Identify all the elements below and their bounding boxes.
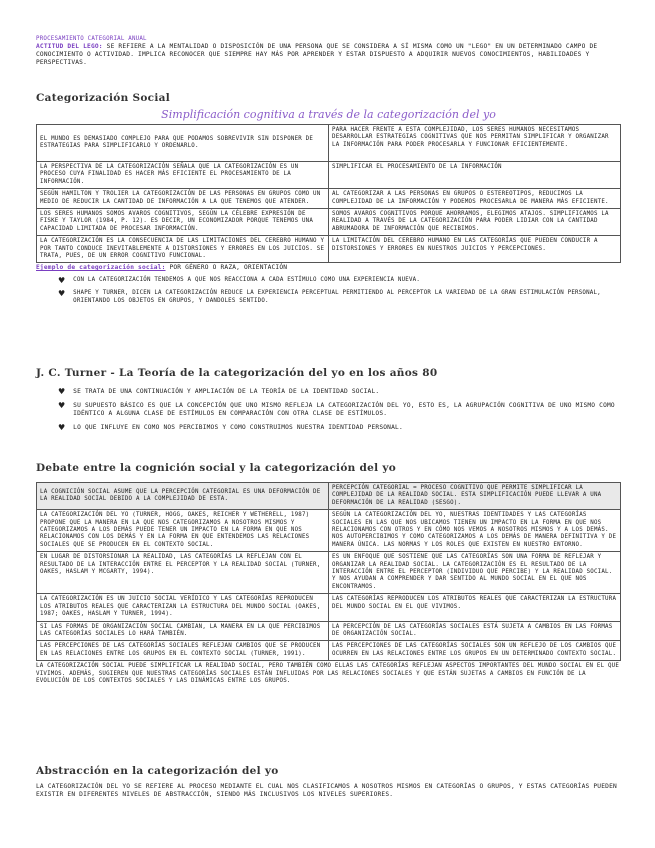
list-item [58, 290, 621, 305]
table-cell: EL MUNDO ES DEMASIADO COMPLEJO PARA QUE PODAMOS SOBREVIVIR SIN DISPONER DE ESTRATEGIAS PARA SIMPLIFICARLO Y ORDENARLO. [37, 125, 329, 162]
table-row [37, 162, 621, 189]
list-item-text: SHAPE Y TURNER, DICEN LA CATEGORIZACIÓN REDUCE LA EXPERIENCIA PERCEPTUAL PERMITIENDO AL PERCEPTOR LA VARIEDAD DE LA GRAN ESTIMULACIÓN PERSONAL, ORIENTANDO LOS OBJETOS EN GRUPOS, Y DANDOLES SENTIDO. [73, 290, 601, 304]
table-row [37, 641, 621, 661]
section-subtitle: Simplificación cognitiva a través de la categorización del yo [161, 108, 496, 121]
section-turner [36, 367, 621, 432]
list-item-text: SU SUPUESTO BÁSICO ES QUE LA CONCEPCIÓN QUE UNO MISMO REFLEJA LA CATEGORIZACIÓN DEL YO, ESTO ES, LA AGRUPACIÓN COGNITIVA DE UNO MISMO COMO IDÉNTICO A ALGUNA CLASE DE ESTÍMULOS EN COMPARACIÓN CON OTRA CLASE DE ESTÍMULOS. [73, 402, 615, 417]
heart-icon: ♥ [58, 387, 66, 396]
table-row [37, 483, 621, 510]
section-title: Categorización Social [36, 92, 171, 104]
list-item-text: CON LA CATEGORIZACIÓN TENDEMOS A QUE NOS REACCIONA A CADA ESTÍMULO COMO UNA EXPERIENCIA NUEVA. [73, 277, 421, 284]
list-item [58, 402, 621, 418]
table-cell: SEGÚN LA CATEGORIZACIÓN DEL YO, NUESTRAS IDENTIDADES Y LAS CATEGORÍAS SOCIALES EN LAS QUE NOS UBICAMOS TIENEN UN IMPACTO EN LA FORMA EN QUE NOS RELACIONAMOS CON OTROS Y EN CÓMO NOS VEMOS A NOSOTROS MISMOS Y A LOS DEMÁS. NOS AUTOPERCIBIMOS Y COMO CATEGORIZAMOS A LOS DEMÁS DE MANERA DEFINITIVA Y DE MANERA ÚNICA. LAS NORMAS Y LOS ROLES QUE EXISTEN EN NUESTRO ENTORNO. [329, 510, 621, 552]
example-label: Ejemplo de categorización social: [36, 264, 166, 272]
table-cell: PERCEPCIÓN CATEGORIAL = PROCESO COGNITIVO QUE PERMITE SIMPLIFICAR LA COMPLEJIDAD DE LA REALIDAD SOCIAL. ESTA SIMPLIFICACIÓN PUEDE LLEVAR A UNA DEFORMACIÓN DE LA REALIDAD (SESGO). [329, 483, 621, 510]
heart-icon: ♥ [58, 401, 66, 410]
table-cell: LA CATEGORIZACIÓN DEL YO (TURNER, HOGG, OAKES, REICHER Y WETHERELL, 1987) PROPONE QUE LA MANERA EN LA QUE NOS CATEGORIZAMOS A NOSOTROS MISMOS Y CATEGORIZAMOS A LOS DEMÁS PUEDE TENER UN IMPACTO EN LA FORMA EN QUE NOS RELACIONAMOS CON LOS DEMÁS Y EN LA FORMA EN QUE ENTENDEMOS LAS RELACIONES SOCIALES QUE SE PRODUCEN EN EL CONTEXTO SOCIAL. [37, 510, 329, 552]
definition-term: ACTITUD DEL LEGO: [36, 43, 103, 51]
table-row [37, 236, 621, 263]
table-row [37, 510, 621, 552]
bullet-list [36, 388, 621, 432]
table-cell: LOS SERES HUMANOS SOMOS AVAROS COGNITIVOS, SEGÚN LA CÉLEBRE EXPRESIÓN DE FISKE Y TAYLOR (1984, P. 12). ES DECIR, UN ECONOMIZADOR PORQUE TENEMOS UNA CAPACIDAD LIMITADA DE PROCESAR INFORMACIÓN. [37, 209, 329, 236]
table-cell: EN LUGAR DE DISTORSIONAR LA REALIDAD, LAS CATEGORÍAS LA REFLEJAN CON EL RESULTADO DE LA INTERACCIÓN ENTRE EL PERCEPTOR Y LA REALIDAD SOCIAL (TURNER, OAKES, HASLAM Y MCGARTY, 1994). [37, 552, 329, 594]
table-cell: SOMOS AVAROS COGNITIVOS PORQUE AHORRAMOS, ELEGIMOS ATAJOS. SIMPLIFICAMOS LA REALIDAD A TRAVÉS DE LA CATEGORIZACIÓN PARA PODER LIDIAR CON LA CANTIDAD ABRUMADORA DE INFORMACIÓN QUE RECIBIMOS. [329, 209, 621, 236]
table-cell: LA LIMITACIÓN DEL CEREBRO HUMANO EN LAS CATEGORÍAS QUE PUEDEN CONDUCIR A DISTORSIONES Y ERRORES EN NUESTROS JUICIOS Y PERCEPCIONES. [329, 236, 621, 263]
table-row [37, 189, 621, 209]
list-item-text: LO QUE INFLUYE EN COMO NOS PERCIBIMOS Y COMO CONSTRUIMOS NUESTRA IDENTIDAD PERSONAL. [73, 424, 403, 431]
table-cell: SI LAS FORMAS DE ORGANIZACIÓN SOCIAL CAMBIAN, LA MANERA EN LA QUE PERCIBIMOS LAS CATEGORÍAS SOCIALES LO HARÁ TAMBIÉN. [37, 621, 329, 641]
section-text: LA CATEGORIZACIÓN DEL YO SE REFIERE AL PROCESO MEDIANTE EL CUAL NOS CLASIFICAMOS A NOSOTROS MISMOS EN CATEGORÍAS O GRUPOS, Y ESTAS CATEGORÍAS PUEDEN EXISTIR EN DIFERENTES NIVELES DE ABSTRACCIÓN, SIENDO MÁS INCLUSIVOS LOS NIVELES SUPERIORES. [36, 783, 617, 798]
table-cell: LA CATEGORIZACIÓN ES UN JUICIO SOCIAL VERÍDICO Y LAS CATEGORÍAS REPRODUCEN LOS ATRIBUTOS REALES QUE CARACTERIZAN LA ESTRUCTURA DEL MUNDO SOCIAL (OAKES, 1987; OAKES, HASLAM Y TURNER, 1994). [37, 594, 329, 621]
definition-body: SE REFIERE A LA MENTALIDAD O DISPOSICIÓN DE UNA PERSONA QUE SE CONSIDERA A SÍ MISMA COMO UN "LEGO" EN UN DETERMINADO CAMPO DE CONOCIMIENTO O ACTIVIDAD. IMPLICA RECONOCER QUE SIEMPRE HAY MÁS POR APRENDER Y ESTAR DISPUESTO A ADQUIRIR NUEVOS CONOCIMIENTOS, HABILIDADES Y PERSPECTIVAS. [36, 43, 598, 67]
definition-text [36, 43, 621, 67]
top-definition [36, 36, 621, 67]
table-row [37, 125, 621, 162]
list-item-text: SE TRATA DE UNA CONTINUACIÓN Y AMPLIACIÓN DE LA TEORÍA DE LA IDENTIDAD SOCIAL. [73, 388, 380, 395]
table-cell: LA PERCEPCIÓN DE LAS CATEGORÍAS SOCIALES ESTÁ SUJETA A CAMBIOS EN LAS FORMAS DE ORGANIZACIÓN SOCIAL. [329, 621, 621, 641]
table-cell: LA CATEGORIZACIÓN ES LA CONSECUENCIA DE LAS LIMITACIONES DEL CEREBRO HUMANO Y POR TANTO CONDUCE INEVITABLEMENTE A DISTORSIONES Y ERRORES EN LOS JUICIOS. SE TRATA, PUES, DE UN ERROR COGNITIVO FUNCIONAL. [37, 236, 329, 263]
section-title: Abstracción en la categorización del yo [36, 765, 279, 777]
list-item [58, 277, 621, 285]
section-title: J. C. Turner - La Teoría de la categorización del yo en los años 80 [36, 367, 438, 379]
section-debate [36, 462, 621, 685]
section-abstraccion [36, 765, 621, 799]
bullet-list [36, 277, 621, 305]
list-item [58, 424, 621, 432]
table-cell: SIMPLIFICAR EL PROCESAMIENTO DE LA INFORMACIÓN [329, 162, 621, 189]
heart-icon: ♥ [58, 423, 66, 432]
table-cell: LAS PERCEPCIONES DE LAS CATEGORÍAS SOCIALES REFLEJAN CAMBIOS QUE SE PRODUCEN EN LAS RELACIONES ENTRE LOS GRUPOS EN EL CONTEXTO SOCIAL (TURNER, 1991). [37, 641, 329, 661]
heart-icon: ♥ [58, 289, 66, 299]
debate-table [36, 482, 621, 661]
table-cell: ES UN ENFOQUE QUE SOSTIENE QUE LAS CATEGORÍAS SON UNA FORMA DE REFLEJAR Y ORGANIZAR LA REALIDAD SOCIAL. LA CATEGORIZACIÓN ES EL RESULTADO DE LA INTERACCIÓN ENTRE EL PERCEPTOR (INDIVIDUO QUE PERCIBE) Y LA REALIDAD SOCIAL. Y NOS AYUDAN A COMPRENDER Y DAR SENTIDO AL MUNDO SOCIAL EN EL QUE NOS ENCONTRAMOS. [329, 552, 621, 594]
comparison-table [36, 124, 621, 263]
table-cell: PARA HACER FRENTE A ESTA COMPLEJIDAD, LOS SERES HUMANOS NECESITAMOS DESARROLLAR ESTRATEGIAS COGNITIVAS QUE NOS PERMITAN SIMPLIFICAR Y ORGANIZAR LA INFORMACIÓN PARA PODER PROCESARLA Y FUNCIONAR EFICIENTEMENTE. [329, 125, 621, 162]
header-tag: PROCESAMIENTO CATEGORIAL ANUAL [36, 36, 147, 42]
table-row [37, 594, 621, 621]
section-categorizacion-social [36, 92, 621, 305]
table-row [37, 552, 621, 594]
table-row [37, 209, 621, 236]
table-cell: LAS CATEGORÍAS REPRODUCEN LOS ATRIBUTOS REALES QUE CARACTERIZAN LA ESTRUCTURA DEL MUNDO SOCIAL EN EL QUE VIVIMOS. [329, 594, 621, 621]
example-text: POR GÉNERO O RAZA, ORIENTACIÓN [165, 264, 288, 272]
heart-icon: ♥ [58, 276, 66, 286]
table-cell: LAS PERCEPCIONES DE LAS CATEGORÍAS SOCIALES SON UN REFLEJO DE LOS CAMBIOS QUE OCURREN EN LAS RELACIONES ENTRE LOS GRUPOS EN UN DETERMINADO CONTEXTO SOCIAL. [329, 641, 621, 661]
section-title: Debate entre la cognición social y la categorización del yo [36, 462, 397, 474]
list-item [58, 388, 621, 396]
table-cell: LA PERSPECTIVA DE LA CATEGORIZACIÓN SEÑALA QUE LA CATEGORIZACIÓN ES UN PROCESO CUYA FINALIDAD ES HACER MÁS EFICIENTE EL PROCESAMIENTO DE LA INFORMACIÓN. [37, 162, 329, 189]
summary-note: LA CATEGORIZACIÓN SOCIAL PUEDE SIMPLIFICAR LA REALIDAD SOCIAL, PERO TAMBIÉN COMO ELLAS LAS CATEGORÍAS REFLEJAN ASPECTOS IMPORTANTES DEL MUNDO SOCIAL EN EL QUE VIVIMOS. ADEMÁS, SUGIEREN QUE NUESTRAS CATEGORÍAS SOCIALES ESTÁN INFLUIDAS POR LAS RELACIONES SOCIALES Y QUE ESTÁN SUJETAS A CAMBIOS EN FUNCIÓN DE LA EVOLUCIÓN DE LOS CONTEXTOS SOCIALES Y LAS DINÁMICAS ENTRE LOS GRUPOS. [36, 663, 620, 684]
table-cell: SEGÚN HAMILTON Y TROLIER LA CATEGORIZACIÓN DE LAS PERSONAS EN GRUPOS COMO UN MEDIO DE REDUCIR LA CANTIDAD DE INFORMACIÓN A LA QUE TENEMOS QUE ATENDER. [37, 189, 329, 209]
example-line [36, 264, 621, 272]
table-cell: AL CATEGORIZAR A LAS PERSONAS EN GRUPOS O ESTEREOTIPOS, REDUCIMOS LA COMPLEJIDAD DE LA INFORMACIÓN Y PODEMOS PROCESARLA DE MANERA MÁS EFICIENTE. [329, 189, 621, 209]
table-cell: LA COGNICIÓN SOCIAL ASUME QUE LA PERCEPCIÓN CATEGORIAL ES UNA DEFORMACIÓN DE LA REALIDAD SOCIAL DEBIDO A LA COMPLEJIDAD DE ESTA. [37, 483, 329, 510]
table-row [37, 621, 621, 641]
